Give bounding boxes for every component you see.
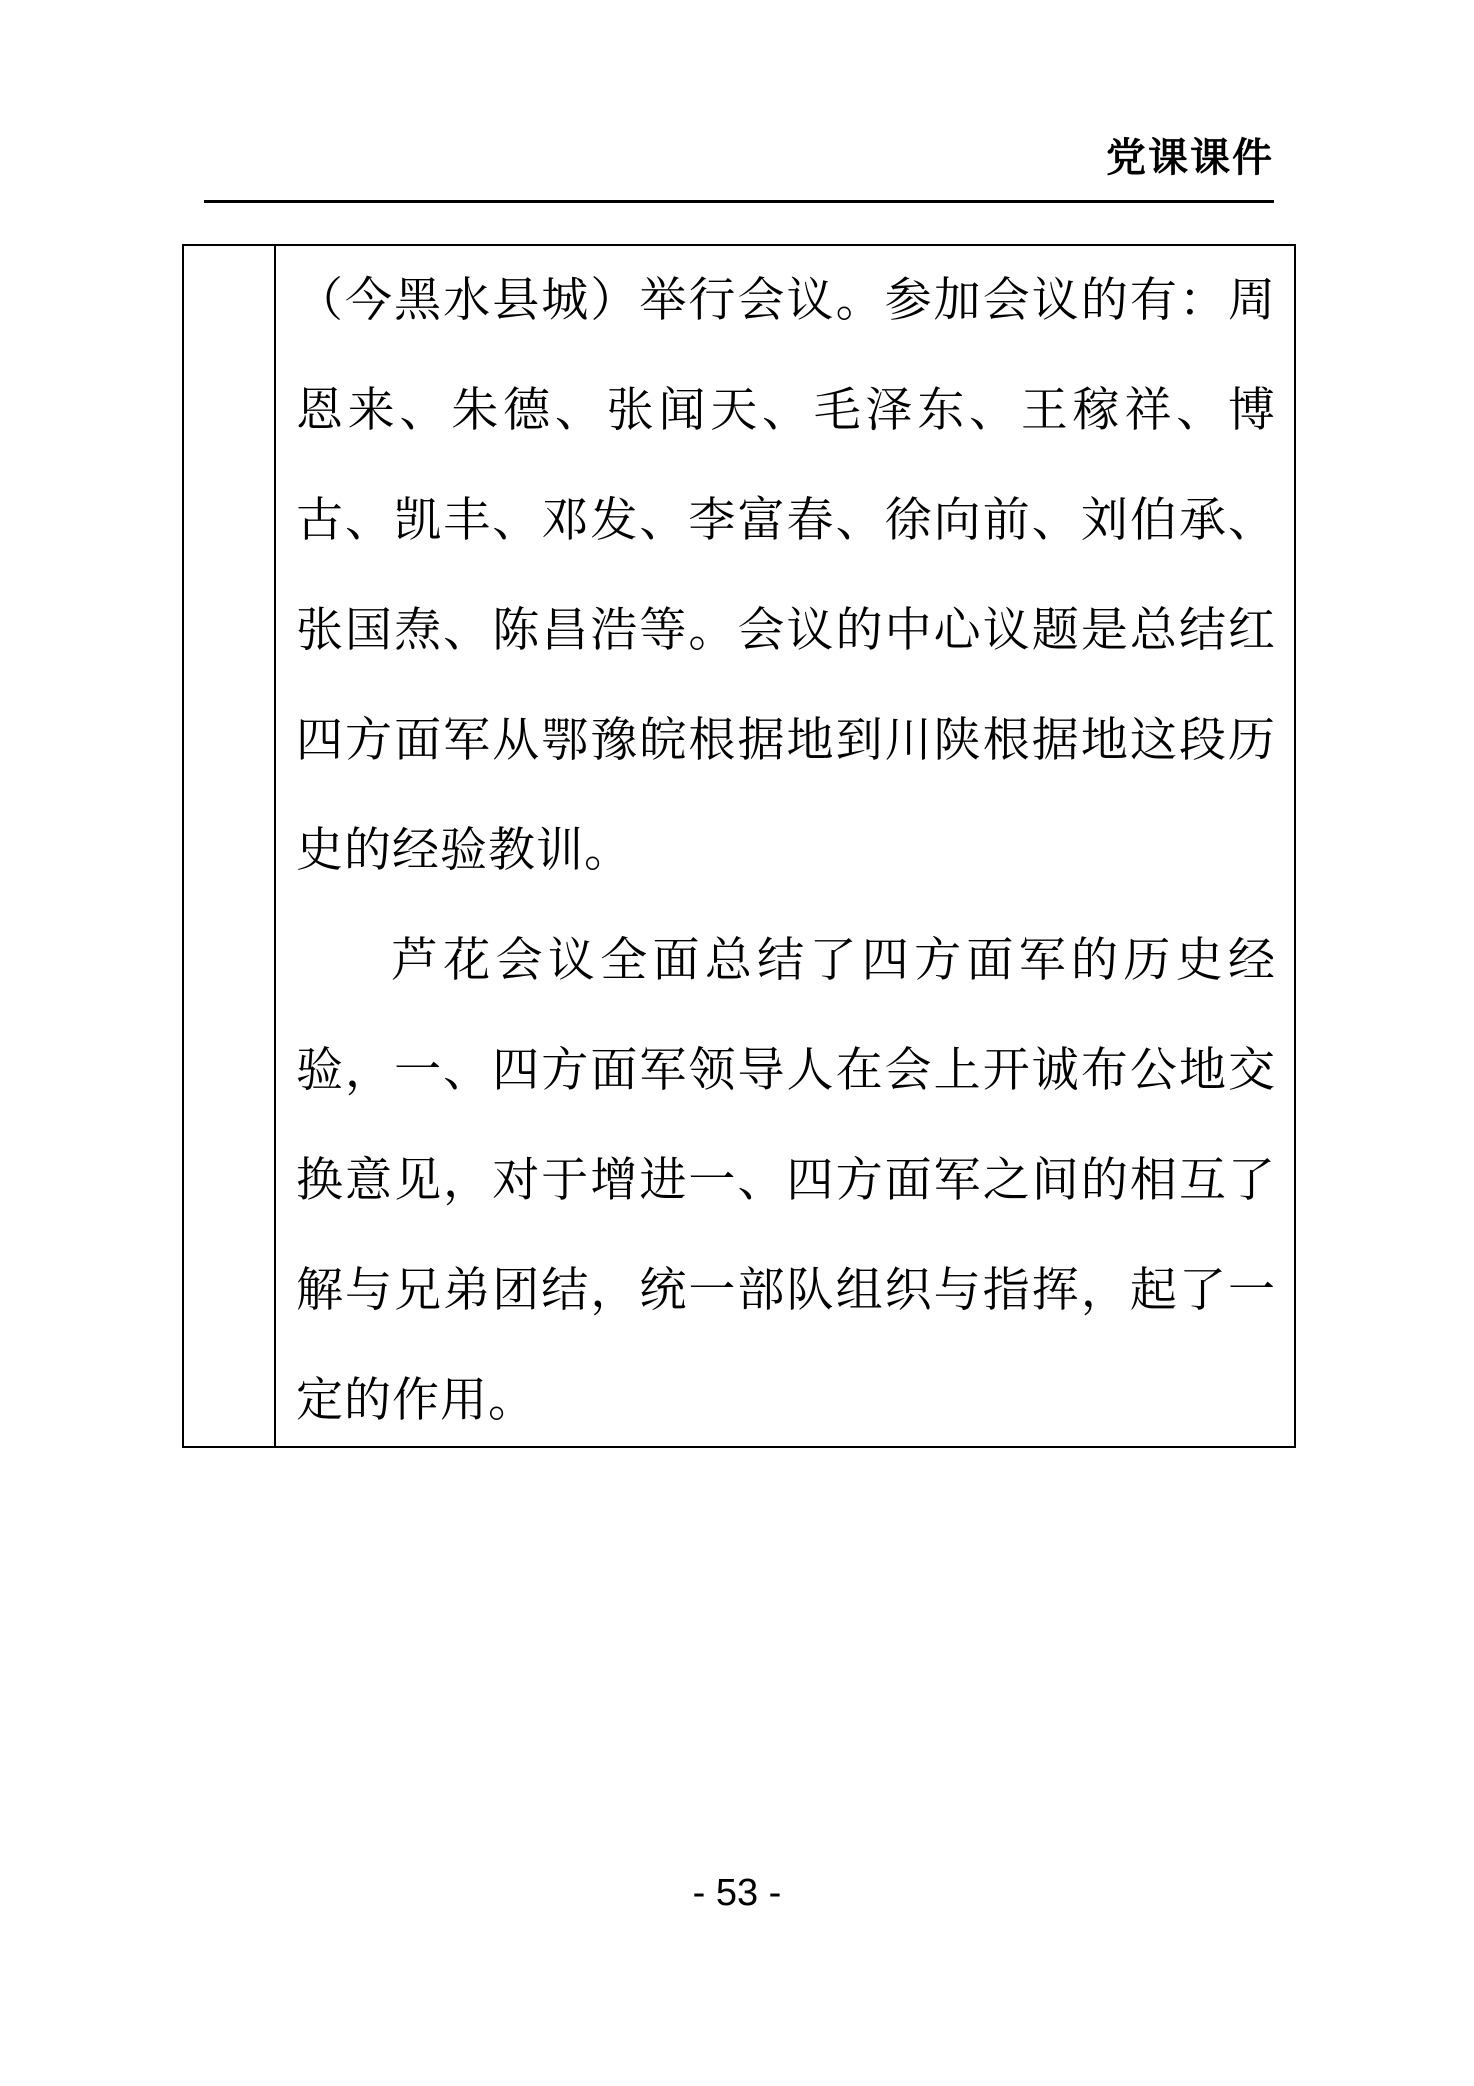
body-paragraph-2: 芦花会议全面总结了四方面军的历史经验，一、四方面军领导人在会上开诚布公地交换意见，对于增进一、四方面军之间的相互了解与兄弟团结，统一部队组织与指挥，起了一定的作用。 xyxy=(296,933,1276,1428)
content-table xyxy=(182,244,1296,1448)
table-text-cell xyxy=(296,246,1276,1446)
header-divider xyxy=(204,200,1274,203)
header-title: 党课课件 xyxy=(1106,135,1274,181)
page-number: - 53 - xyxy=(692,1872,782,1914)
body-paragraph-1: （今黑水县城）举行会议。参加会议的有：周恩来、朱德、张闻天、毛泽东、王稼祥、博古、凯丰、邓发、李富春、徐向前、刘伯承、张国焘、陈昌浩等。会议的中心议题是总结红四方面军从鄂豫皖根据地到川陕根据地这段历史的经验教训。 xyxy=(296,273,1276,878)
table-left-cell xyxy=(184,246,276,1446)
